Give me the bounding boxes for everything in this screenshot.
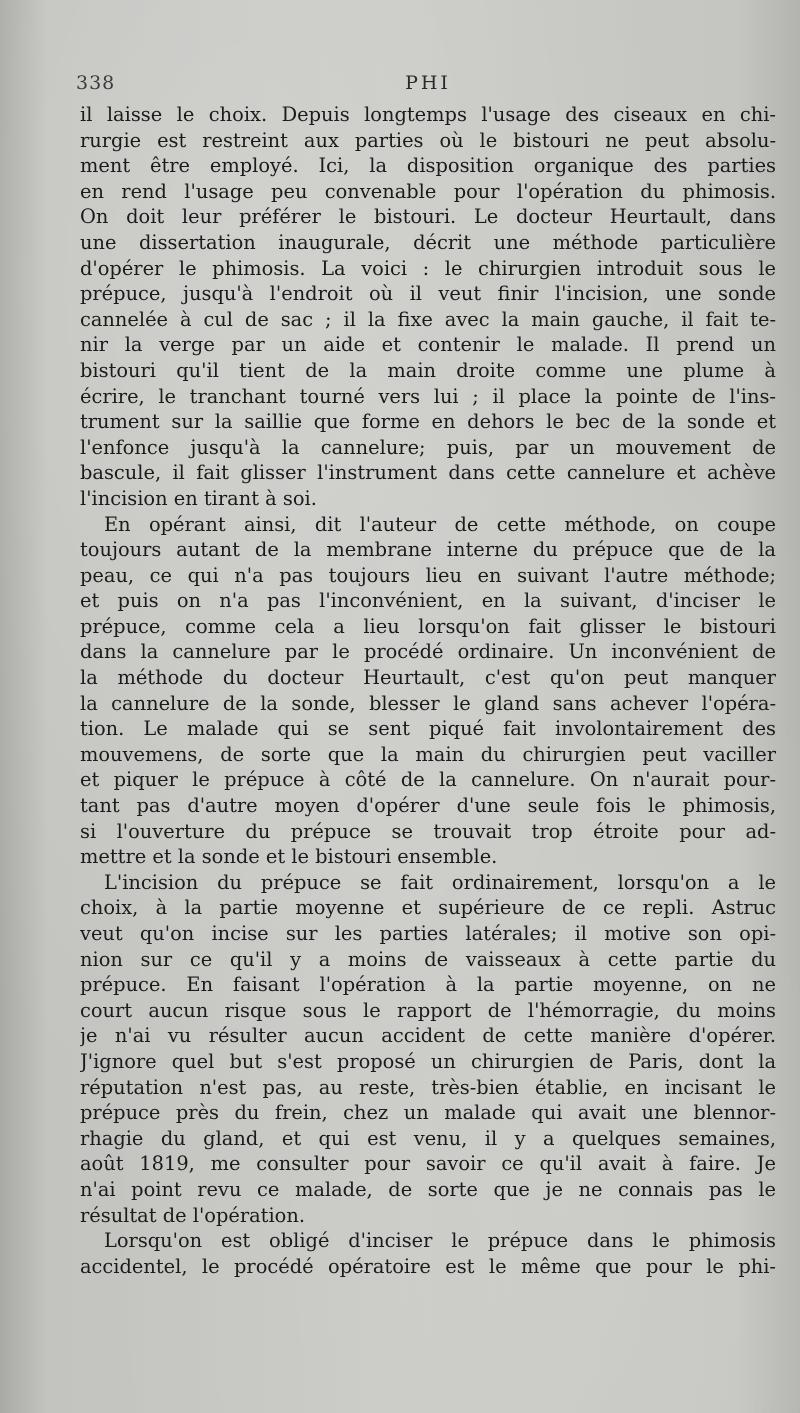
text-line: l'incision en tirant à soi. (80, 486, 317, 510)
text-line: L'incision du prépuce se fait ordinairement, lorsqu'on a le (104, 870, 776, 894)
text-line: toujours autant de la membrane interne du prépuce que de la (80, 538, 776, 562)
text-line: si l'ouverture du prépuce se trouvait trop étroite pour ad- (80, 819, 776, 843)
paragraph-4 (80, 1228, 776, 1279)
text-line: prépuce, comme cela a lieu lorsqu'on fait glisser le bistouri (80, 614, 776, 638)
text-line: prépuce. En faisant l'opération à la partie moyenne, on ne (80, 973, 776, 997)
paragraph-2 (80, 512, 776, 870)
text-line: peau, ce qui n'a pas toujours lieu en suivant l'autre méthode; (80, 563, 776, 587)
text-line: trument sur la saillie que forme en dehors le bec de la sonde et (80, 410, 776, 434)
text-line: d'opérer le phimosis. La voici : le chirurgien introduit sous le (80, 256, 776, 280)
text-line: je n'ai vu résulter aucun accident de cette manière d'opérer. (80, 1024, 776, 1048)
text-line: et puis on n'a pas l'inconvénient, en la suivant, d'inciser le (80, 589, 776, 613)
text-line: écrire, le tranchant tourné vers lui ; il place la pointe de l'ins- (80, 384, 776, 408)
text-line: tion. Le malade qui se sent piqué fait involontairement des (80, 717, 776, 741)
text-line: mouvemens, de sorte que la main du chirurgien peut vaciller (80, 742, 776, 766)
text-line: l'enfonce jusqu'à la cannelure; puis, par un mouvement de (80, 435, 776, 459)
text-line: tant pas d'autre moyen d'opérer d'une seule fois le phimosis, (80, 794, 776, 818)
text-line: cannelée à cul de sac ; il la fixe avec la main gauche, il fait te- (80, 307, 776, 331)
text-line: choix, à la partie moyenne et supérieure de ce repli. Astruc (80, 896, 776, 920)
text-line: rhagie du gland, et qui est venu, il y a quelques semaines, (80, 1126, 776, 1150)
text-line: En opérant ainsi, dit l'auteur de cette méthode, on coupe (104, 512, 776, 536)
text-line: une dissertation inaugurale, décrit une méthode particulière (80, 230, 776, 254)
text-line: bistouri qu'il tient de la main droite comme une plume à (80, 358, 776, 382)
text-line: n'ai point revu ce malade, de sorte que je ne connais pas le (80, 1177, 776, 1201)
text-line: rurgie est restreint aux parties où le bistouri ne peut absolu- (80, 128, 776, 152)
text-line: ment être employé. Ici, la disposition organique des parties (80, 154, 776, 178)
text-line: il laisse le choix. Depuis longtemps l'usage des ciseaux en chi- (80, 103, 776, 126)
paragraph-1 (80, 102, 776, 512)
text-line: accidentel, le procédé opératoire est le même que pour le phi- (80, 1254, 776, 1278)
text-line: dans la cannelure par le procédé ordinaire. Un inconvénient de (80, 640, 776, 664)
text-line: Lorsqu'on est obligé d'inciser le prépuce dans le phimosis (104, 1229, 776, 1253)
text-line: nir la verge par un aide et contenir le malade. Il prend un (80, 333, 776, 357)
running-head (76, 72, 776, 98)
text-line: On doit leur préférer le bistouri. Le docteur Heurtault, dans (80, 205, 776, 229)
text-line: prépuce, jusqu'à l'endroit où il veut finir l'incision, une sonde (80, 282, 776, 306)
text-line: et piquer le prépuce à côté de la cannelure. On n'aurait pour- (80, 768, 776, 792)
text-line: en rend l'usage peu convenable pour l'opération du phimosis. (80, 179, 776, 203)
text-line: court aucun risque sous le rapport de l'hémorragie, du moins (80, 998, 776, 1022)
text-line: prépuce près du frein, chez un malade qui avait une blennor- (80, 1101, 776, 1125)
page-number: 338 (76, 72, 116, 94)
text-line: bascule, il fait glisser l'instrument dans cette cannelure et achève (80, 461, 776, 485)
text-line: réputation n'est pas, au reste, très-bien établie, en incisant le (80, 1075, 776, 1099)
text-line: la cannelure de la sonde, blesser le gland sans achever l'opéra- (80, 691, 776, 715)
text-line: nion sur ce qu'il y a moins de vaisseaux à cette partie du (80, 947, 776, 971)
text-line: résultat de l'opération. (80, 1203, 305, 1227)
text-line: J'ignore quel but s'est proposé un chirurgien de Paris, dont la (80, 1049, 776, 1073)
running-title: PHI (405, 72, 451, 94)
paragraph-3 (80, 870, 776, 1228)
text-line: la méthode du docteur Heurtault, c'est qu'on peut manquer (80, 666, 776, 690)
text-line: veut qu'on incise sur les parties latérales; il motive son opi- (80, 922, 776, 945)
text-body (80, 102, 776, 1279)
text-line: août 1819, me consulter pour savoir ce qu'il avait à faire. Je (80, 1152, 776, 1176)
text-line: mettre et la sonde et le bistouri ensemble. (80, 845, 498, 869)
